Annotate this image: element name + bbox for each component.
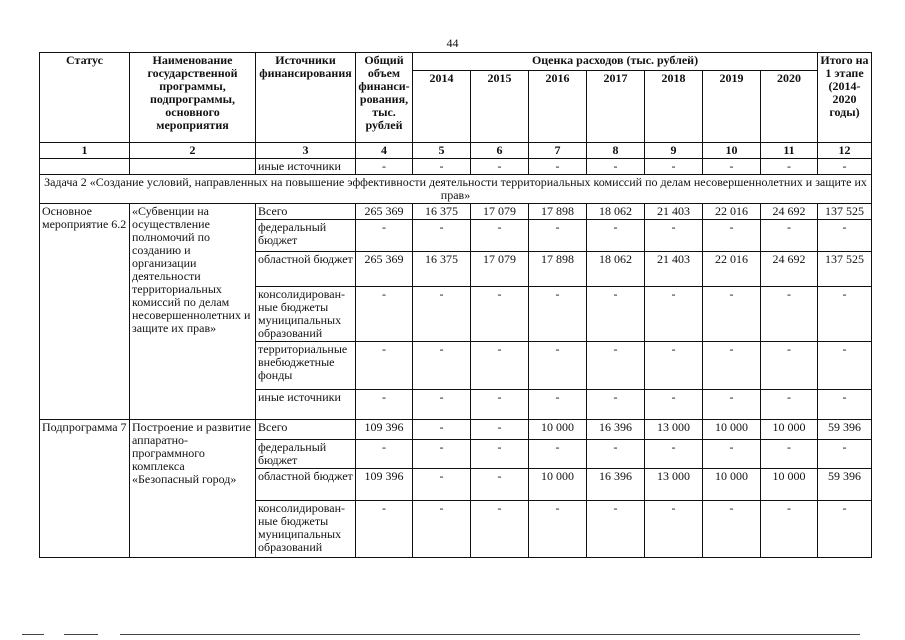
value-cell: 21 403 xyxy=(645,252,703,287)
value-cell: - xyxy=(703,159,761,175)
source-cell: иные источники xyxy=(256,390,356,420)
value-cell: 13 000 xyxy=(645,469,703,501)
value-cell: 18 062 xyxy=(587,252,645,287)
status-cell: Подпрограмма 7 xyxy=(40,420,130,558)
column-number: 11 xyxy=(761,143,818,159)
value-cell: - xyxy=(587,342,645,390)
scan-edge-marks xyxy=(0,634,905,636)
program-name-cell: Построение и развитие аппаратно-программного комплекса «Безопасный город» xyxy=(130,420,256,558)
value-cell: - xyxy=(761,342,818,390)
value-cell: - xyxy=(645,390,703,420)
value-cell: - xyxy=(818,287,872,342)
value-cell: - xyxy=(413,469,471,501)
program-name-cell: «Субвенции на осуществление полномочий по созданию и организации деятельности территориальных комиссий по делам несовершеннолетних и защите их прав» xyxy=(130,204,256,420)
table-row xyxy=(40,420,872,440)
value-cell: - xyxy=(703,390,761,420)
value-cell: 59 396 xyxy=(818,420,872,440)
value-cell: - xyxy=(703,440,761,469)
value-cell: - xyxy=(413,159,471,175)
page-number: 44 xyxy=(446,36,459,50)
source-cell: федеральный бюджет xyxy=(256,220,356,252)
value-cell: - xyxy=(471,390,529,420)
value-cell: 10 000 xyxy=(761,420,818,440)
value-cell: 10 000 xyxy=(703,469,761,501)
column-number: 4 xyxy=(356,143,413,159)
value-cell: - xyxy=(645,440,703,469)
value-cell: 17 898 xyxy=(529,252,587,287)
value-cell: 109 396 xyxy=(356,469,413,501)
header-sources: Источники финансирования xyxy=(256,53,356,143)
source-cell: федеральный бюджет xyxy=(256,440,356,469)
source-cell: Всего xyxy=(256,420,356,440)
value-cell: - xyxy=(587,440,645,469)
source-cell: областной бюджет xyxy=(256,469,356,501)
value-cell: - xyxy=(529,287,587,342)
value-cell: 17 898 xyxy=(529,204,587,220)
value-cell: 17 079 xyxy=(471,252,529,287)
value-cell: 24 692 xyxy=(761,204,818,220)
source-cell: областной бюджет xyxy=(256,252,356,287)
column-number: 12 xyxy=(818,143,872,159)
source-cell: Всего xyxy=(256,204,356,220)
value-cell: - xyxy=(471,159,529,175)
value-cell: - xyxy=(761,501,818,558)
value-cell: - xyxy=(471,342,529,390)
value-cell: 18 062 xyxy=(587,204,645,220)
value-cell: - xyxy=(356,501,413,558)
value-cell: - xyxy=(356,342,413,390)
value-cell: - xyxy=(587,287,645,342)
value-cell: 17 079 xyxy=(471,204,529,220)
column-number: 10 xyxy=(703,143,761,159)
value-cell: - xyxy=(471,501,529,558)
value-cell: - xyxy=(761,390,818,420)
value-cell: - xyxy=(818,440,872,469)
empty-cell xyxy=(130,159,256,175)
header-year: 2017 xyxy=(587,71,645,143)
value-cell: - xyxy=(645,342,703,390)
value-cell: 137 525 xyxy=(818,252,872,287)
value-cell: - xyxy=(413,220,471,252)
value-cell: 109 396 xyxy=(356,420,413,440)
value-cell: - xyxy=(818,220,872,252)
value-cell: - xyxy=(645,220,703,252)
budget-table xyxy=(39,52,872,558)
header-estimate: Оценка расходов (тыс. рублей) xyxy=(413,53,818,71)
header-name: Наименование государственной программы, подпрограммы, основного мероприятия xyxy=(130,53,256,143)
value-cell: - xyxy=(413,390,471,420)
column-number: 8 xyxy=(587,143,645,159)
value-cell: - xyxy=(703,501,761,558)
value-cell: 13 000 xyxy=(645,420,703,440)
value-cell: - xyxy=(471,287,529,342)
empty-cell xyxy=(40,159,130,175)
value-cell: - xyxy=(356,440,413,469)
value-cell: - xyxy=(761,159,818,175)
value-cell: - xyxy=(471,220,529,252)
column-number: 9 xyxy=(645,143,703,159)
value-cell: - xyxy=(703,287,761,342)
source-cell: иные источники xyxy=(256,159,356,175)
table-row xyxy=(40,159,872,175)
header-stage-total: Итого на 1 этапе (2014-2020 годы) xyxy=(818,53,872,143)
source-cell: консолидирован-ные бюджеты муниципальных образований xyxy=(256,501,356,558)
value-cell: - xyxy=(645,159,703,175)
value-cell: - xyxy=(413,440,471,469)
column-number: 7 xyxy=(529,143,587,159)
value-cell: 21 403 xyxy=(645,204,703,220)
value-cell: - xyxy=(356,390,413,420)
value-cell: - xyxy=(587,390,645,420)
value-cell: - xyxy=(818,159,872,175)
value-cell: 24 692 xyxy=(761,252,818,287)
value-cell: - xyxy=(703,220,761,252)
value-cell: 137 525 xyxy=(818,204,872,220)
column-number: 1 xyxy=(40,143,130,159)
value-cell: - xyxy=(645,287,703,342)
header-status: Статус xyxy=(40,53,130,143)
value-cell: - xyxy=(529,159,587,175)
value-cell: - xyxy=(529,501,587,558)
value-cell: 22 016 xyxy=(703,204,761,220)
value-cell: 16 396 xyxy=(587,420,645,440)
value-cell: 10 000 xyxy=(529,420,587,440)
value-cell: - xyxy=(818,501,872,558)
table-row xyxy=(40,175,872,204)
value-cell: 10 000 xyxy=(761,469,818,501)
value-cell: - xyxy=(818,342,872,390)
value-cell: - xyxy=(761,440,818,469)
value-cell: - xyxy=(761,220,818,252)
value-cell: - xyxy=(645,501,703,558)
value-cell: 59 396 xyxy=(818,469,872,501)
value-cell: 265 369 xyxy=(356,204,413,220)
task-heading: Задача 2 «Создание условий, направленных на повышение эффективности деятельности территориальных комиссий по делам несовершеннолетних и защите их прав» xyxy=(40,175,872,204)
source-cell: территориальные внебюджетные фонды xyxy=(256,342,356,390)
value-cell: - xyxy=(413,342,471,390)
header-total: Общий объем финанси-рования, тыс. рублей xyxy=(356,53,413,143)
header-year: 2014 xyxy=(413,71,471,143)
source-cell: консолидирован-ные бюджеты муниципальных образований xyxy=(256,287,356,342)
value-cell: - xyxy=(703,342,761,390)
value-cell: 16 375 xyxy=(413,252,471,287)
value-cell: - xyxy=(356,159,413,175)
value-cell: - xyxy=(413,287,471,342)
column-number: 2 xyxy=(130,143,256,159)
value-cell: - xyxy=(529,440,587,469)
header-year: 2019 xyxy=(703,71,761,143)
value-cell: 22 016 xyxy=(703,252,761,287)
column-number: 3 xyxy=(256,143,356,159)
value-cell: 16 396 xyxy=(587,469,645,501)
value-cell: 10 000 xyxy=(703,420,761,440)
value-cell: - xyxy=(471,420,529,440)
value-cell: - xyxy=(529,390,587,420)
value-cell: - xyxy=(761,287,818,342)
value-cell: - xyxy=(587,501,645,558)
value-cell: 10 000 xyxy=(529,469,587,501)
value-cell: - xyxy=(818,390,872,420)
value-cell: - xyxy=(587,220,645,252)
value-cell: 16 375 xyxy=(413,204,471,220)
value-cell: 265 369 xyxy=(356,252,413,287)
value-cell: - xyxy=(413,420,471,440)
value-cell: - xyxy=(529,220,587,252)
header-year: 2018 xyxy=(645,71,703,143)
column-number: 5 xyxy=(413,143,471,159)
header-year: 2015 xyxy=(471,71,529,143)
value-cell: - xyxy=(413,501,471,558)
header-year: 2016 xyxy=(529,71,587,143)
value-cell: - xyxy=(356,287,413,342)
value-cell: - xyxy=(471,440,529,469)
value-cell: - xyxy=(529,342,587,390)
value-cell: - xyxy=(587,159,645,175)
value-cell: - xyxy=(356,220,413,252)
value-cell: - xyxy=(471,469,529,501)
table-row xyxy=(40,204,872,220)
column-number: 6 xyxy=(471,143,529,159)
status-cell: Основное мероприятие 6.2 xyxy=(40,204,130,420)
header-year: 2020 xyxy=(761,71,818,143)
